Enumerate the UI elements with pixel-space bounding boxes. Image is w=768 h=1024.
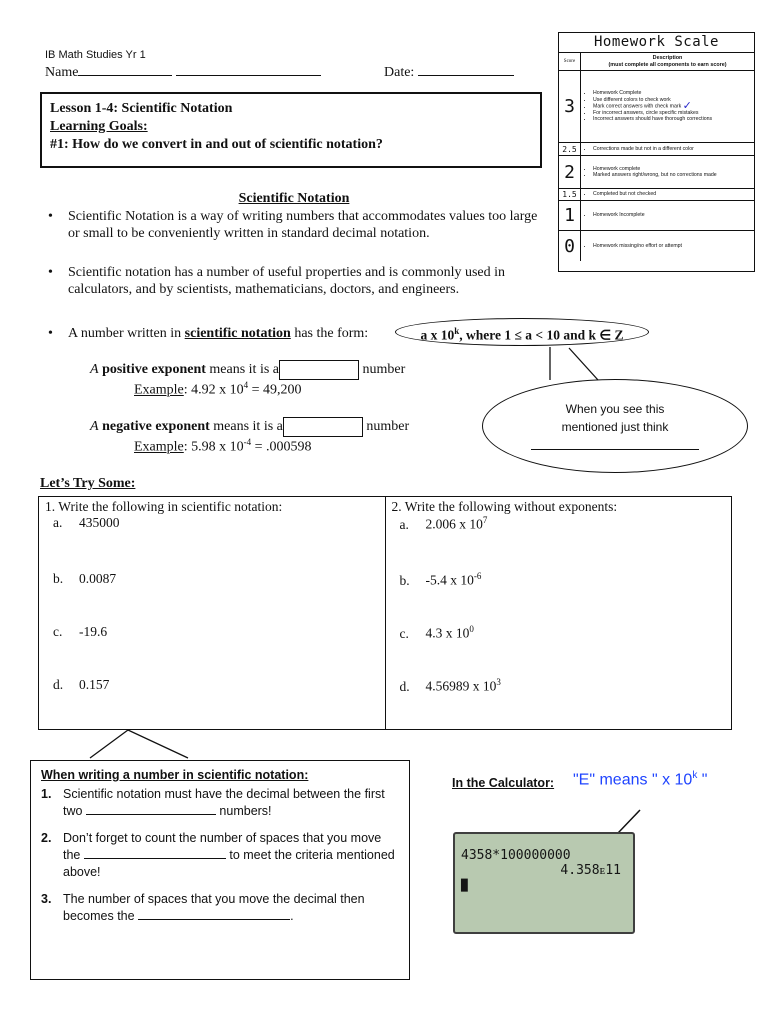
- homework-scale-title: Homework Scale: [559, 33, 754, 53]
- homework-scale-header: Score Description (must complete all components to earn score): [559, 53, 754, 71]
- practice-1b: b. 0.0087: [53, 571, 117, 586]
- learning-goals-label: Learning Goals:: [50, 119, 148, 134]
- practice-table: [38, 496, 732, 730]
- practice-1a: a. 435000: [53, 515, 120, 530]
- practice-2b: b. -5.4 x $10^{-6}$: [399, 571, 482, 588]
- practice-1d: d. 0.157: [53, 677, 110, 692]
- negative-blank-box[interactable]: [283, 417, 363, 437]
- score-row-2-5: 2.5 • Corrections made but not in a different color: [559, 143, 754, 156]
- course-label: IB Math Studies Yr 1: [45, 49, 146, 61]
- speech-bubble: When you see this mentioned just think: [482, 379, 748, 473]
- negative-example: Example: 5.98 x $10^{-4} = .000598$: [134, 437, 312, 455]
- score-row-1: 1 • Homework Incomplete: [559, 201, 754, 231]
- score-row-2: 2 • Homework complete • Marked answers right/wrong, but no corrections made: [559, 156, 754, 189]
- lesson-title: Lesson 1-4: Scientific Notation: [50, 101, 233, 116]
- date-field: Date:: [384, 64, 514, 81]
- formula-ellipse: a x 10$^k$, where 1 ≤ a < 10 and k ∈ Z: [395, 318, 649, 346]
- bullet-form: • A number written in scientific notation has the form:: [48, 326, 369, 341]
- positive-blank-box[interactable]: [279, 360, 359, 380]
- score-row-3: 3 • Homework Complete • Use different colors to check work • Mark correct answers with check mark ✓ • For incorrect answers, circle specific mistakes • Incorrect answers should have thorough corrections: [559, 71, 754, 143]
- practice-2c: c. 4.3 x $10^0$: [399, 624, 474, 641]
- try-title: Let’s Try Some:: [40, 476, 136, 491]
- positive-exponent-line: A positive exponent means it is a number: [90, 360, 405, 380]
- bubble-blank-line[interactable]: [531, 444, 699, 450]
- notes-box: [30, 760, 410, 980]
- practice-1c: c. -19.6: [53, 624, 108, 639]
- notes-title: When writing a number in scientific notation:: [41, 768, 309, 782]
- practice-column-1: 1. Write the following in scientific notation: a. 435000 b. 0.0087 c. -19.6 d. 0.157: [45, 499, 283, 692]
- check-mark-icon: ✓: [682, 100, 692, 112]
- note-1: 1. Scientific notation must have the decimal between the first two numbers!: [41, 787, 385, 818]
- bullet-definition: • Scientific Notation is a way of writing numbers that accommodates values too large or small to be conveniently written in standard decimal notation.: [48, 209, 538, 241]
- score-row-1-5: 1.5 • Completed but not checked: [559, 189, 754, 201]
- note-2: 2. Don’t forget to count the number of spaces that you move the to meet the criteria mentioned above!: [41, 831, 395, 879]
- calculator-screen: 4358*100000000 4.358ᴇ11 █: [453, 832, 635, 934]
- section-title: Scientific Notation: [238, 191, 350, 206]
- score-row-0: 0 • Homework missing/no effort or attempt: [559, 231, 754, 261]
- learning-goal-1: #1: How do we convert in and out of scientific notation?: [50, 137, 383, 152]
- calculator-note: "E" means " x 10$^k$ ": [573, 770, 708, 789]
- name-field: Name: [45, 64, 321, 81]
- practice-2d: d. 4.56989 x $10^3$: [399, 677, 501, 694]
- positive-example: Example: 4.92 x $10^4 = 49,200$: [134, 380, 302, 398]
- cursor-block: █: [461, 879, 468, 892]
- note-3: 3. The number of spaces that you move the decimal then becomes the .: [41, 892, 365, 923]
- practice-2a: a. 2.006 x $10^7$: [399, 515, 488, 532]
- practice-column-2: 2. Write the following without exponents: a. 2.006 x $10^7$ b. -5.4 x $10^{-6}$ c. 4.3 x $10^0$ d. 4.56989 x $10^3$: [385, 497, 732, 729]
- bullet-properties: • Scientific notation has a number of useful properties and is commonly used in calculators, and by scientists, mathematicians, doctors, and engineers.: [48, 265, 506, 297]
- calculator-label: In the Calculator:: [452, 776, 555, 790]
- negative-exponent-line: A negative exponent means it is a number: [90, 417, 409, 437]
